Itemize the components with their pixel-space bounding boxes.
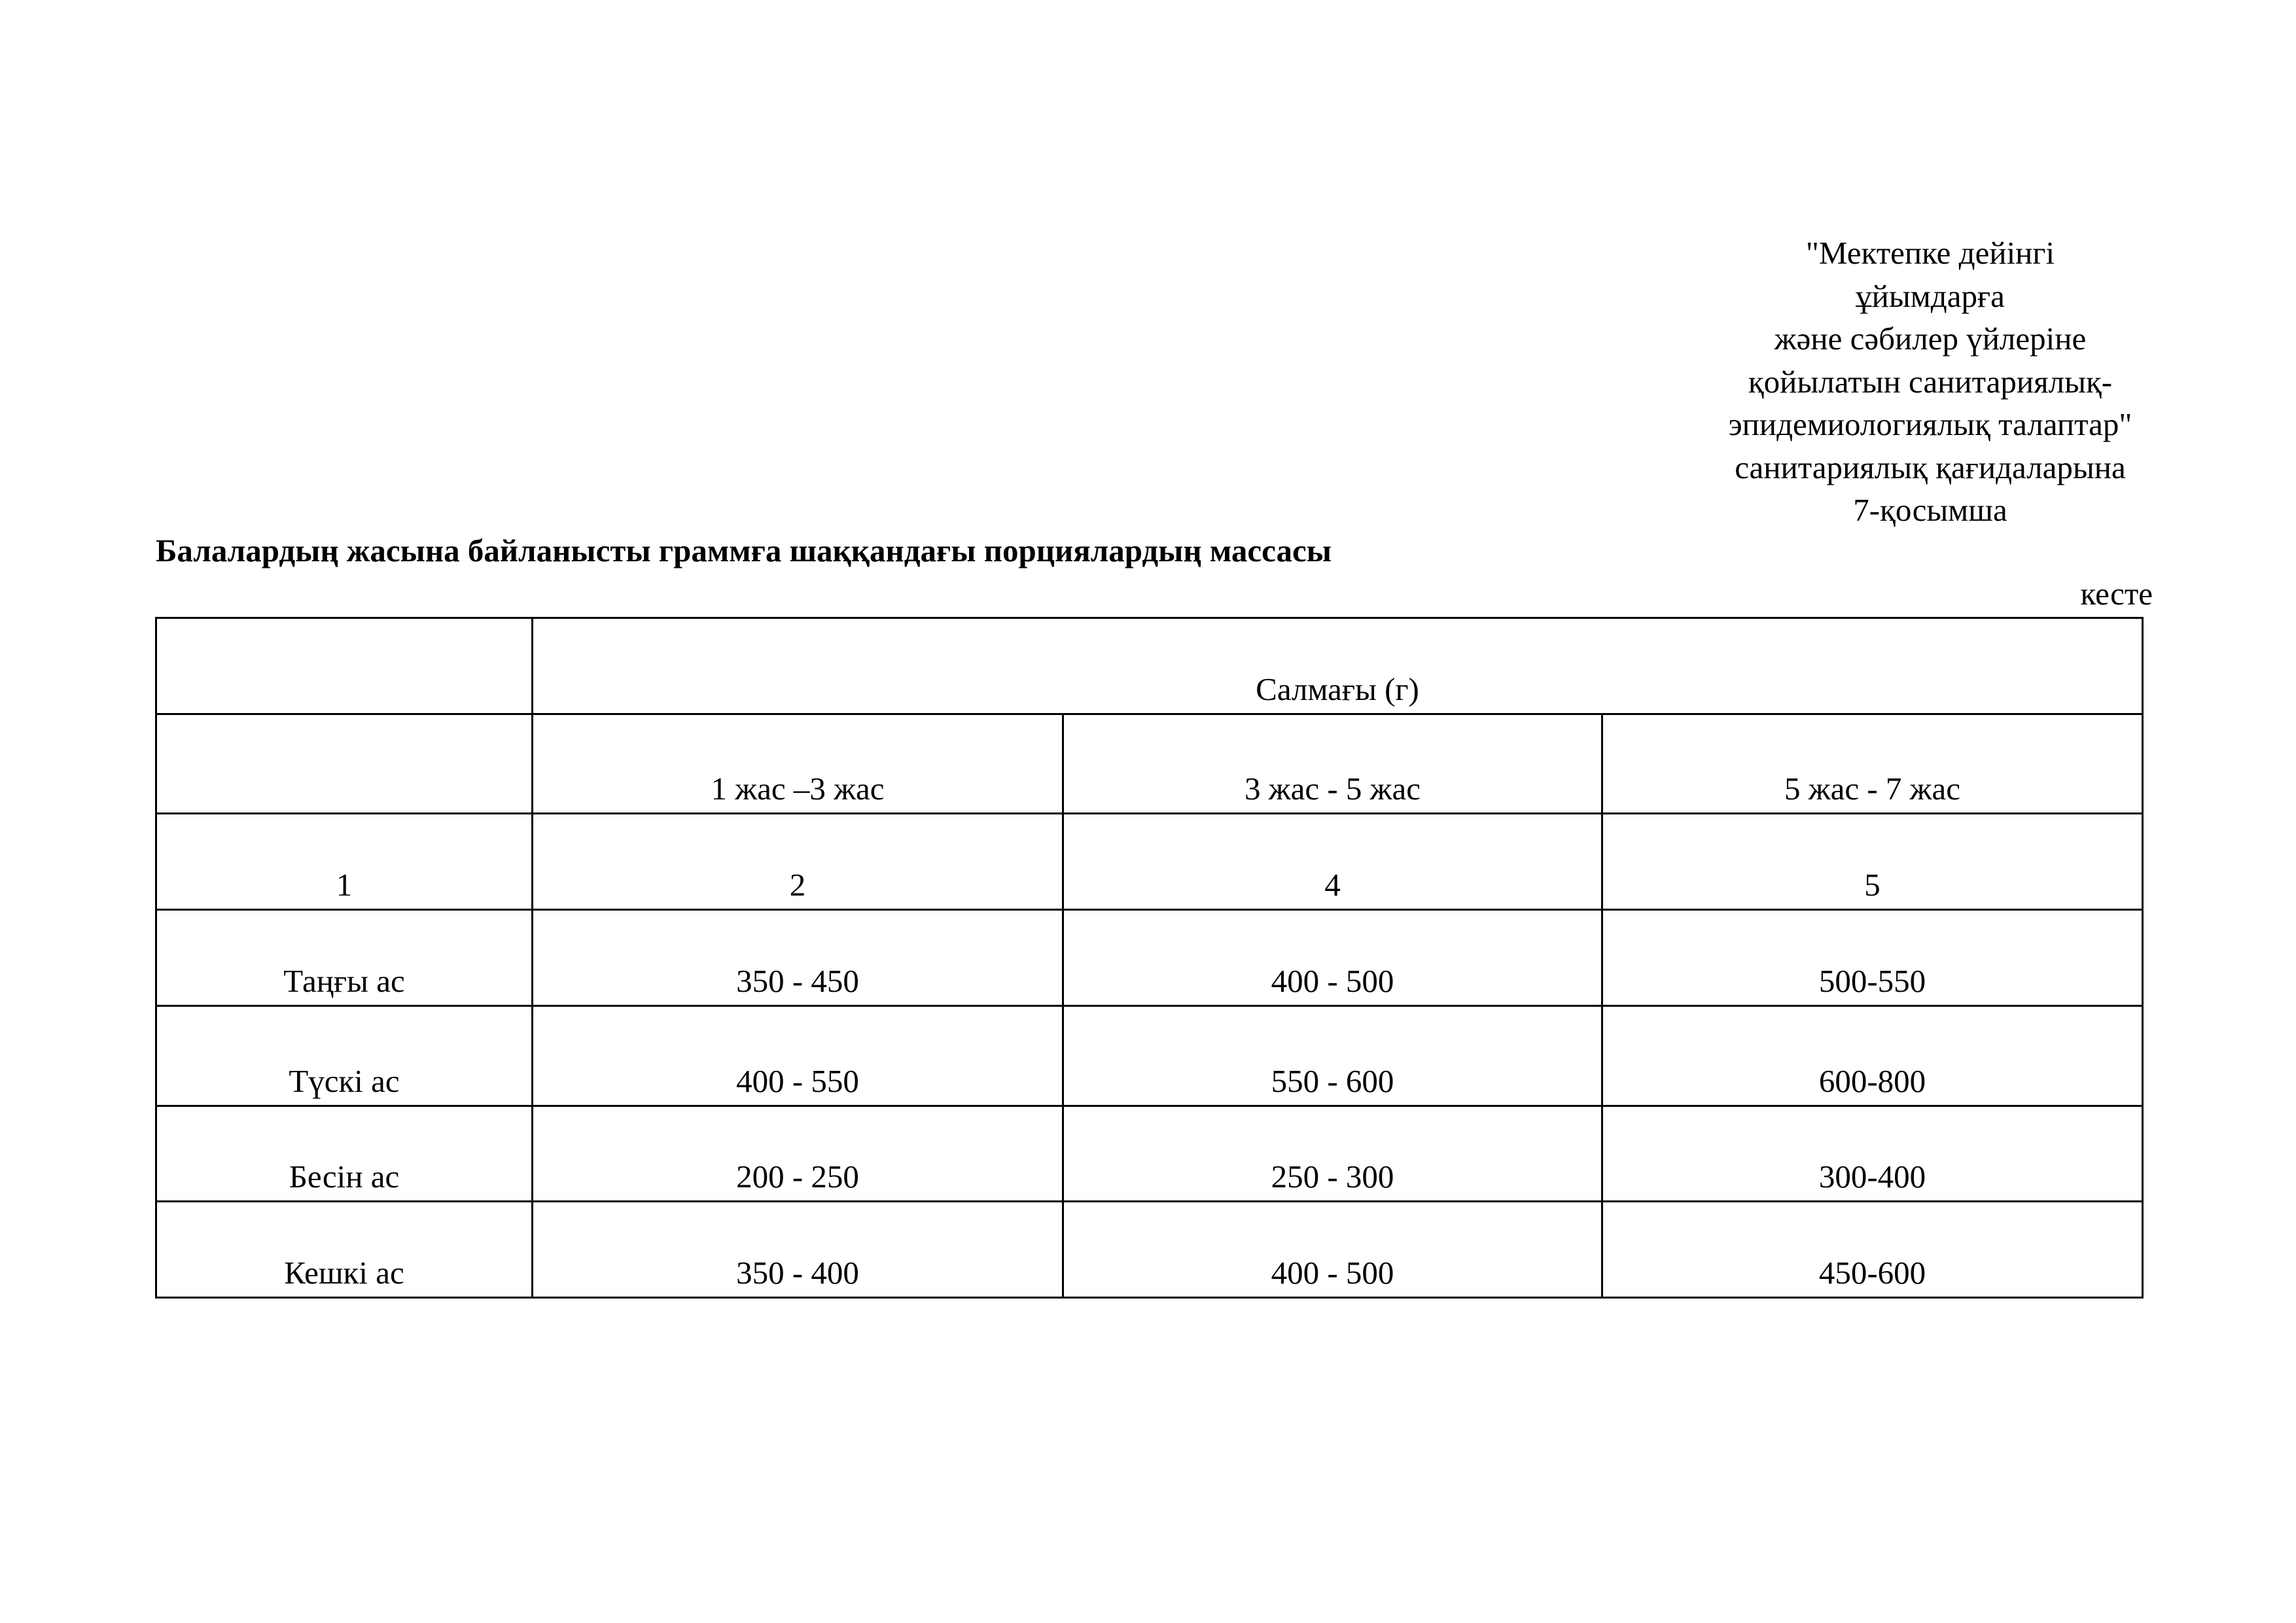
portion-value: 300-400 (1602, 1106, 2143, 1202)
portion-value: 400 - 550 (533, 1006, 1063, 1106)
column-number: 5 (1602, 814, 2143, 910)
annex-reference (1649, 232, 2212, 532)
table-row (156, 1006, 2143, 1106)
portion-value: 250 - 300 (1063, 1106, 1602, 1202)
portion-value: 600-800 (1602, 1006, 2143, 1106)
header-weight-group: Салмағы (г) (533, 618, 2143, 714)
meal-name: Бесін ас (156, 1106, 533, 1202)
header-empty-cell (156, 618, 533, 714)
portion-value: 350 - 450 (533, 910, 1063, 1006)
portion-mass-table (155, 617, 2144, 1299)
annex-line: "Мектепке дейінгі (1805, 235, 2055, 271)
table-header-row (156, 618, 2143, 714)
annex-line: ұйымдарға (1856, 277, 2005, 314)
header-age-3-5: 3 жас - 5 жас (1063, 714, 1602, 814)
column-number: 2 (533, 814, 1063, 910)
meal-name: Таңғы ас (156, 910, 533, 1006)
column-number: 1 (156, 814, 533, 910)
meal-name: Түскі ас (156, 1006, 533, 1106)
table-row (156, 910, 2143, 1006)
portion-value: 500-550 (1602, 910, 2143, 1006)
table-label: кесте (2080, 576, 2153, 612)
annex-line: және сәбилер үйлеріне (1774, 321, 2087, 357)
header-empty-cell (156, 714, 533, 814)
annex-line: санитариялық қағидаларына (1735, 449, 2126, 485)
annex-line: 7-қосымша (1853, 492, 2007, 528)
portion-value: 400 - 500 (1063, 910, 1602, 1006)
portion-value: 450-600 (1602, 1202, 2143, 1298)
portion-value: 350 - 400 (533, 1202, 1063, 1298)
header-age-1-3: 1 жас –3 жас (533, 714, 1063, 814)
meal-name: Кешкі ас (156, 1202, 533, 1298)
header-age-5-7: 5 жас - 7 жас (1602, 714, 2143, 814)
table-age-header-row (156, 714, 2143, 814)
document-title: Балалардың жасына байланысты граммға шаққандағы порциялардың массасы (156, 532, 1332, 568)
column-number-row (156, 814, 2143, 910)
portion-value: 550 - 600 (1063, 1006, 1602, 1106)
table-row (156, 1202, 2143, 1298)
annex-line: қойылатын санитариялық- (1748, 363, 2113, 400)
column-number: 4 (1063, 814, 1602, 910)
annex-line: эпидемиологиялық талаптар" (1728, 406, 2132, 442)
portion-value: 400 - 500 (1063, 1202, 1602, 1298)
portion-value: 200 - 250 (533, 1106, 1063, 1202)
table-row (156, 1106, 2143, 1202)
